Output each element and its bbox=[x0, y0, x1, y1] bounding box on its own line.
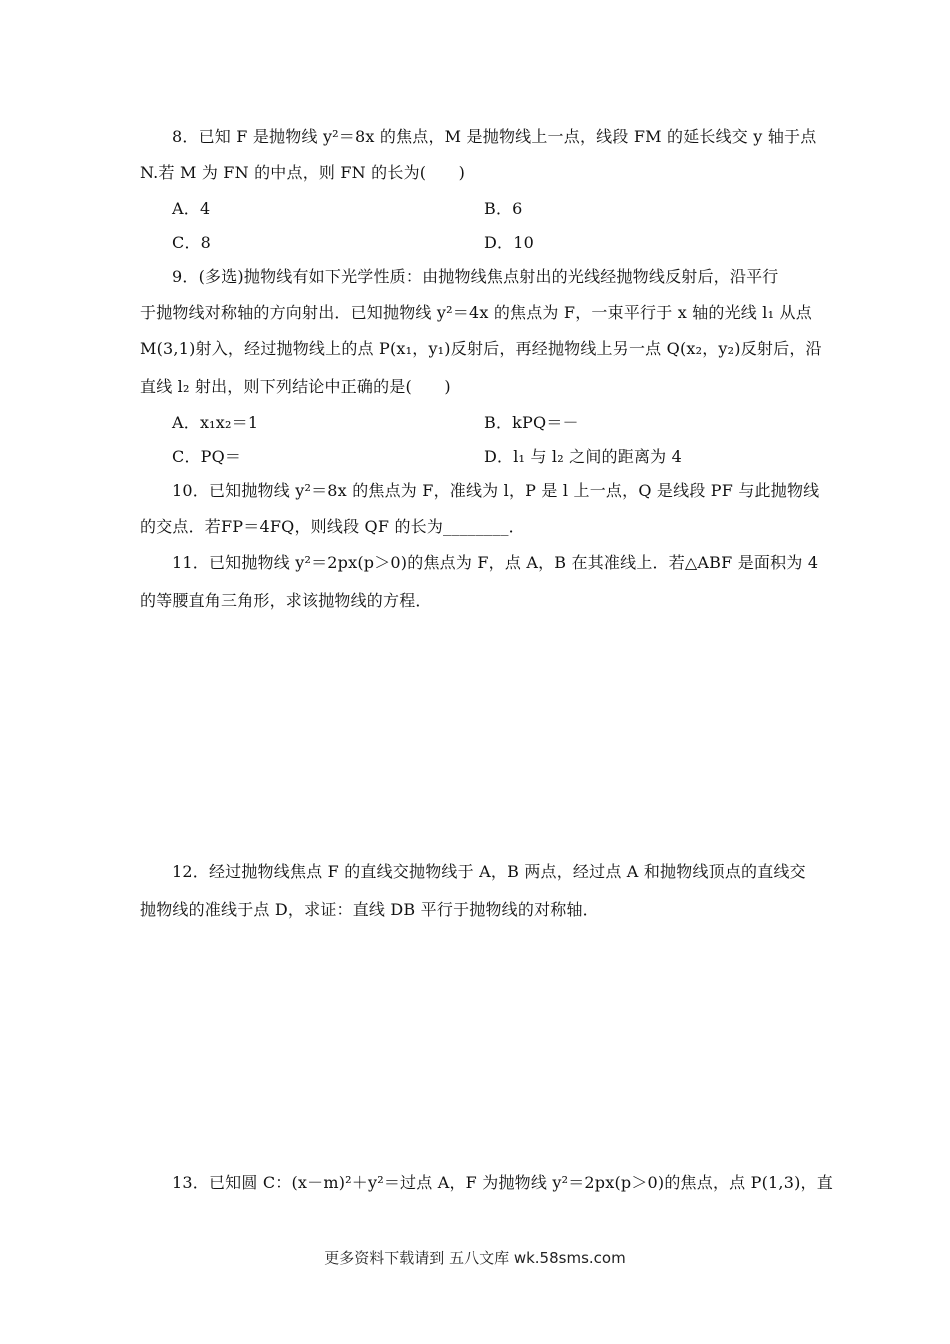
q10-line-2: 的交点．若FP＝4FQ，则线段 QF 的长为________． bbox=[140, 517, 525, 536]
q9-line-1: 9．(多选)抛物线有如下光学性质：由抛物线焦点射出的光线经抛物线反射后，沿平行 bbox=[172, 267, 779, 286]
q9-option-c: C．PQ＝ bbox=[172, 447, 242, 466]
q8-line-1: 8．已知 F 是抛物线 y²＝8x 的焦点，M 是抛物线上一点，线段 FM 的延长线交 y 轴于点 bbox=[172, 127, 817, 146]
q9-option-a: A．x₁x₂＝1 bbox=[172, 413, 259, 432]
q12-line-2: 抛物线的准线于点 D，求证：直线 DB 平行于抛物线的对称轴． bbox=[140, 900, 599, 919]
q11-line-2: 的等腰直角三角形，求该抛物线的方程． bbox=[140, 591, 432, 610]
q13-line-1: 13．已知圆 C：(x－m)²＋y²＝过点 A，F 为抛物线 y²＝2px(p＞0)的焦点，点 P(1,3)，直 bbox=[172, 1173, 833, 1192]
q9-option-b: B．kPQ＝－ bbox=[484, 413, 579, 432]
q8-option-c: C．8 bbox=[172, 233, 212, 252]
q10-line-1: 10．已知抛物线 y²＝8x 的焦点为 F，准线为 l，P 是 l 上一点，Q 是线段 PF 与此抛物线 bbox=[172, 481, 820, 500]
q12-line-1: 12．经过抛物线焦点 F 的直线交抛物线于 A，B 两点，经过点 A 和抛物线顶点的直线交 bbox=[172, 862, 806, 881]
q9-option-d: D．l₁ 与 l₂ 之间的距离为 4 bbox=[484, 447, 683, 466]
q11-line-1: 11．已知抛物线 y²＝2px(p＞0)的焦点为 F，点 A，B 在其准线上．若△ABF 是面积为 4 bbox=[172, 553, 819, 572]
page-footer: 更多资料下载请到 五八文库 wk.58sms.com bbox=[324, 1249, 626, 1267]
q9-line-4: 直线 l₂ 射出，则下列结论中正确的是( ) bbox=[140, 377, 451, 396]
q8-option-b: B．6 bbox=[484, 199, 523, 218]
q9-line-2: 于抛物线对称轴的方向射出．已知抛物线 y²＝4x 的焦点为 F，一束平行于 x 轴的光线 l₁ 从点 bbox=[140, 303, 812, 322]
q8-line-2: N.若 M 为 FN 的中点，则 FN 的长为( ) bbox=[140, 163, 466, 182]
q8-option-a: A．4 bbox=[172, 199, 211, 218]
q8-option-d: D．10 bbox=[484, 233, 534, 252]
q9-line-3: M(3,1)射入，经过抛物线上的点 P(x₁，y₁)反射后，再经抛物线上另一点 Q(x₂，y₂)反射后，沿 bbox=[140, 339, 822, 358]
